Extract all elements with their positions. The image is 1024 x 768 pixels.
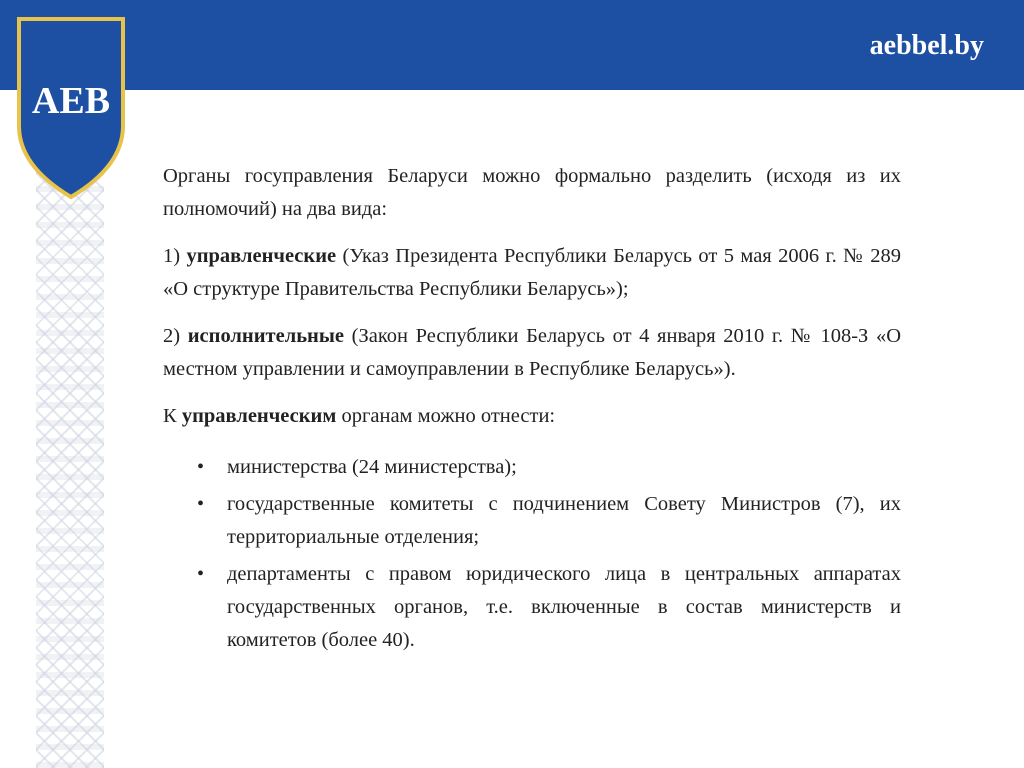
list-item-text: государственные комитеты с подчинением Совету Министров (7), их территориальные отделения; xyxy=(227,493,901,548)
item-1-text: (Указ Президента Республики Беларусь от 5 мая 2006 г. № 289 «О структуре Правительства Республики Беларусь»); xyxy=(163,245,902,300)
list-item xyxy=(163,558,901,657)
side-ornament xyxy=(36,150,104,768)
list-item xyxy=(163,488,901,554)
logo-text: AEB xyxy=(31,80,111,122)
lead-prefix: К xyxy=(163,405,177,427)
list-item-text: министерства (24 министерства); xyxy=(227,456,517,478)
main-content xyxy=(163,160,901,661)
lead-paragraph xyxy=(163,400,901,433)
site-name[interactable]: aebbel.by xyxy=(869,30,984,61)
lead-suffix: органам можно отнести: xyxy=(341,405,556,427)
list-item-text: департаменты с правом юридического лица в центральных аппаратах государственных органов, т.е. включенные в состав министерств и комитетов (более 40). xyxy=(227,563,901,651)
bullet-icon: • xyxy=(197,493,205,515)
bullet-list xyxy=(163,451,901,657)
item-1-number: 1) xyxy=(163,245,181,267)
bullet-icon: • xyxy=(197,456,205,478)
lead-bold: управленческим xyxy=(181,405,337,427)
list-item xyxy=(163,451,901,484)
header-bar xyxy=(0,0,1024,90)
item-2-text: (Закон Республики Беларусь от 4 января 2010 г. № 108-З «О местном управлении и самоуправлении в Республике Беларусь»). xyxy=(163,325,902,380)
item-2-bold: исполнительные xyxy=(187,325,344,347)
item-2-number: 2) xyxy=(163,325,181,347)
aeb-logo[interactable] xyxy=(16,16,126,200)
bullet-icon: • xyxy=(197,563,205,585)
intro-paragraph: Органы госуправления Беларуси можно формально разделить (исходя из их полномочий) на два вида: xyxy=(163,165,901,220)
item-2 xyxy=(163,320,901,386)
item-1-bold: управленческие xyxy=(186,245,337,267)
item-1 xyxy=(163,240,901,306)
